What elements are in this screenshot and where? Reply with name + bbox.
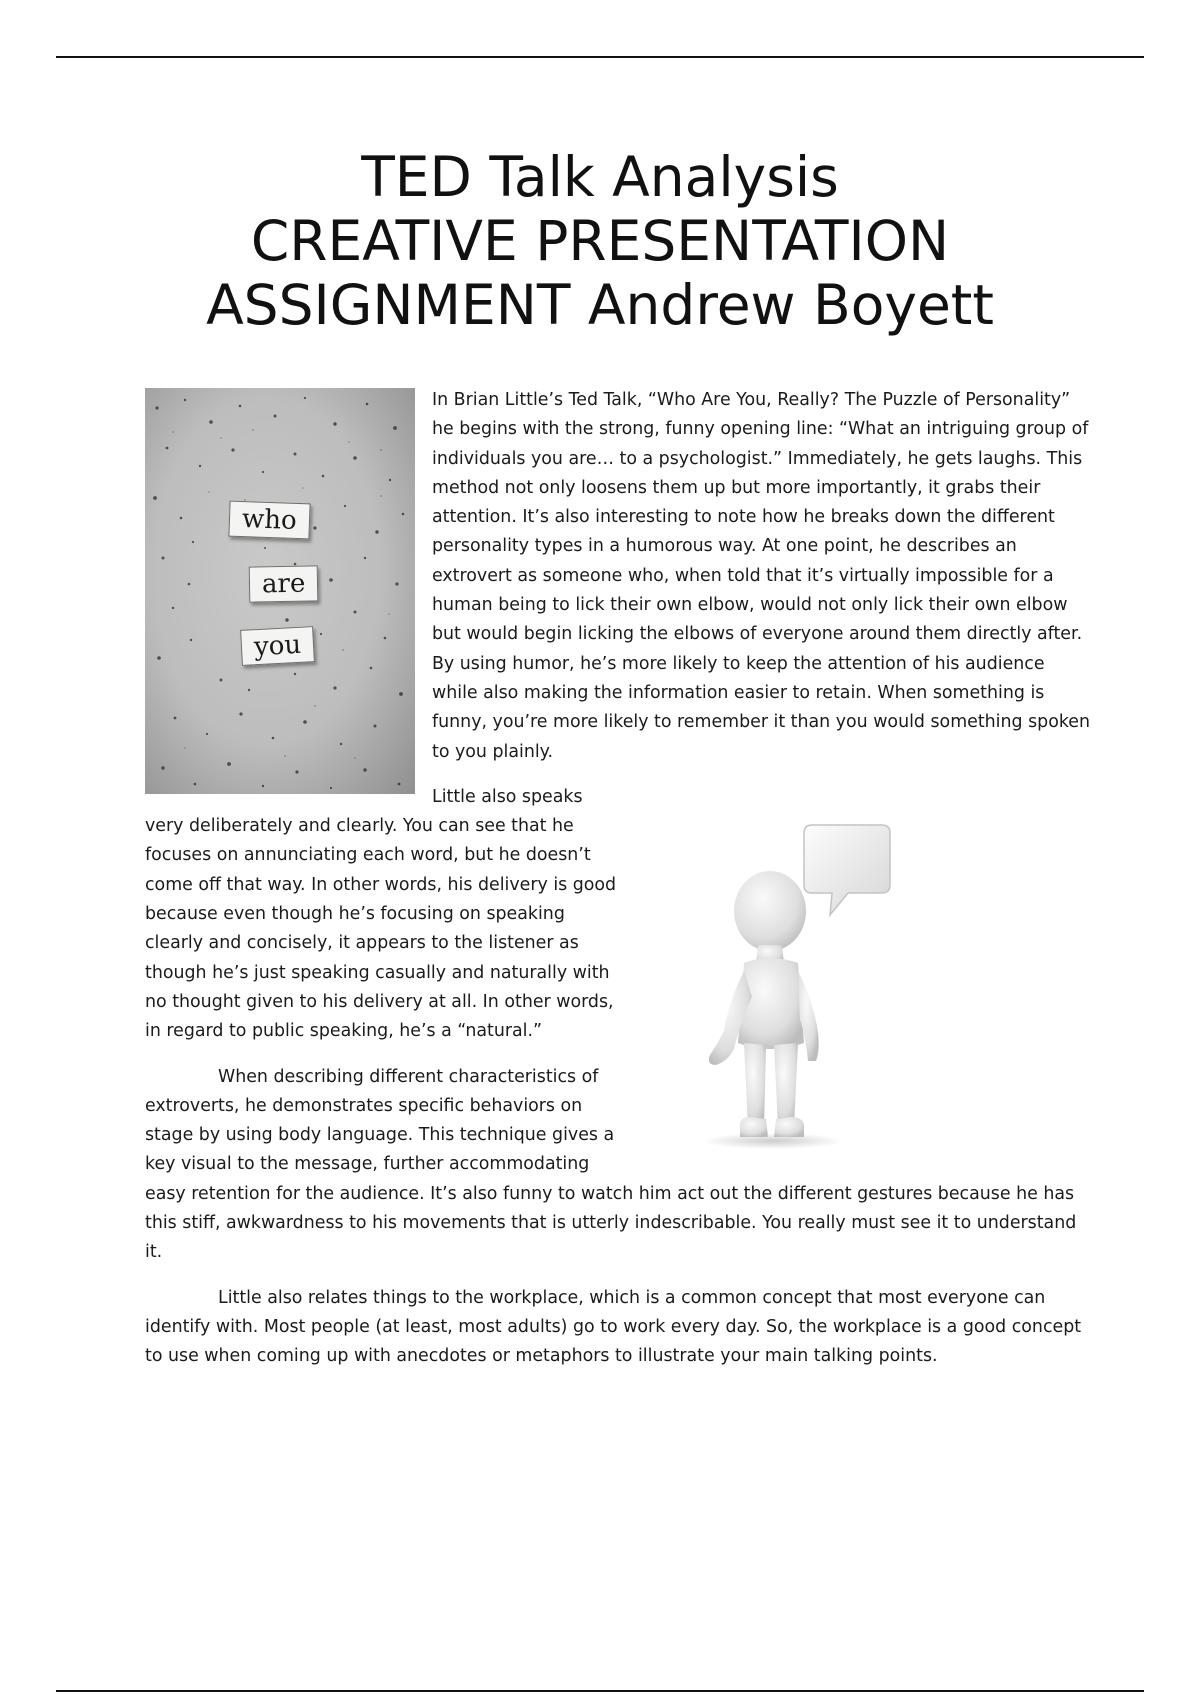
paragraph-4: Little also relates things to the workplace, which is a common concept that most everyone can identify with. Most people (at least, most adults) go to work every day. So, the workplace is a good concept to use when coming up with anecdotes or metaphors to illustrate your main talking points. bbox=[145, 1287, 1082, 1367]
title-line-2: CREATIVE PRESENTATION bbox=[250, 209, 950, 273]
bottom-rule bbox=[56, 1690, 1144, 1692]
who-are-you-photo bbox=[145, 388, 415, 794]
title-line-3: ASSIGNMENT Andrew Boyett bbox=[206, 273, 994, 337]
document-body bbox=[145, 386, 1090, 1388]
paragraph-3: When describing different characteristics of extroverts, he demonstrates specific behaviors on stage by using body language. This technique gives a key visual to the message, further accommodating easy retention for the audience. It’s also funny to watch him act out the different gestures because he has this stiff, awkwardness to his movements that is utterly indescribable. You really must see it to understand it. bbox=[145, 1066, 1077, 1263]
word-card-you: you bbox=[240, 626, 315, 666]
top-rule bbox=[56, 56, 1144, 58]
word-card-who: who bbox=[228, 501, 310, 540]
page-title bbox=[100, 145, 1100, 337]
paragraph-2: Little also speaks very deliberately and clearly. You can see that he focuses on annunciating each word, but he doesn’t come off that way. In other words, his delivery is good because even though he’s focusing on speaking clearly and concisely, it appears to the listener as though he’s just speaking casually and naturally with no thought given to his delivery at all. In other words, in regard to public speaking, he’s a “natural.” bbox=[145, 786, 617, 1042]
word-card-are: are bbox=[249, 565, 319, 602]
title-line-1: TED Talk Analysis bbox=[361, 145, 839, 209]
paragraph-1: In Brian Little’s Ted Talk, “Who Are You, Really? The Puzzle of Personality” he begins with the strong, funny opening line: “What an intriguing group of individuals you are… to a psychologist.” Immediately, he gets laughs. This method not only loosens them up but more importantly, it grabs their attention. It’s also interesting to note how he breaks down the different personality types in a humorous way. At one point, he describes an extrovert as someone who, when told that it’s virtually impossible for a human being to lick their own elbow, would not only lick their own elbow but would begin licking the elbows of everyone around them directly after. By using humor, he’s more likely to keep the attention of his audience while also making the information easier to retain. When something is funny, you’re more likely to remember it than you would something spoken to you plainly. bbox=[432, 390, 1091, 762]
person-with-speech-bubble-icon bbox=[648, 793, 1010, 1153]
